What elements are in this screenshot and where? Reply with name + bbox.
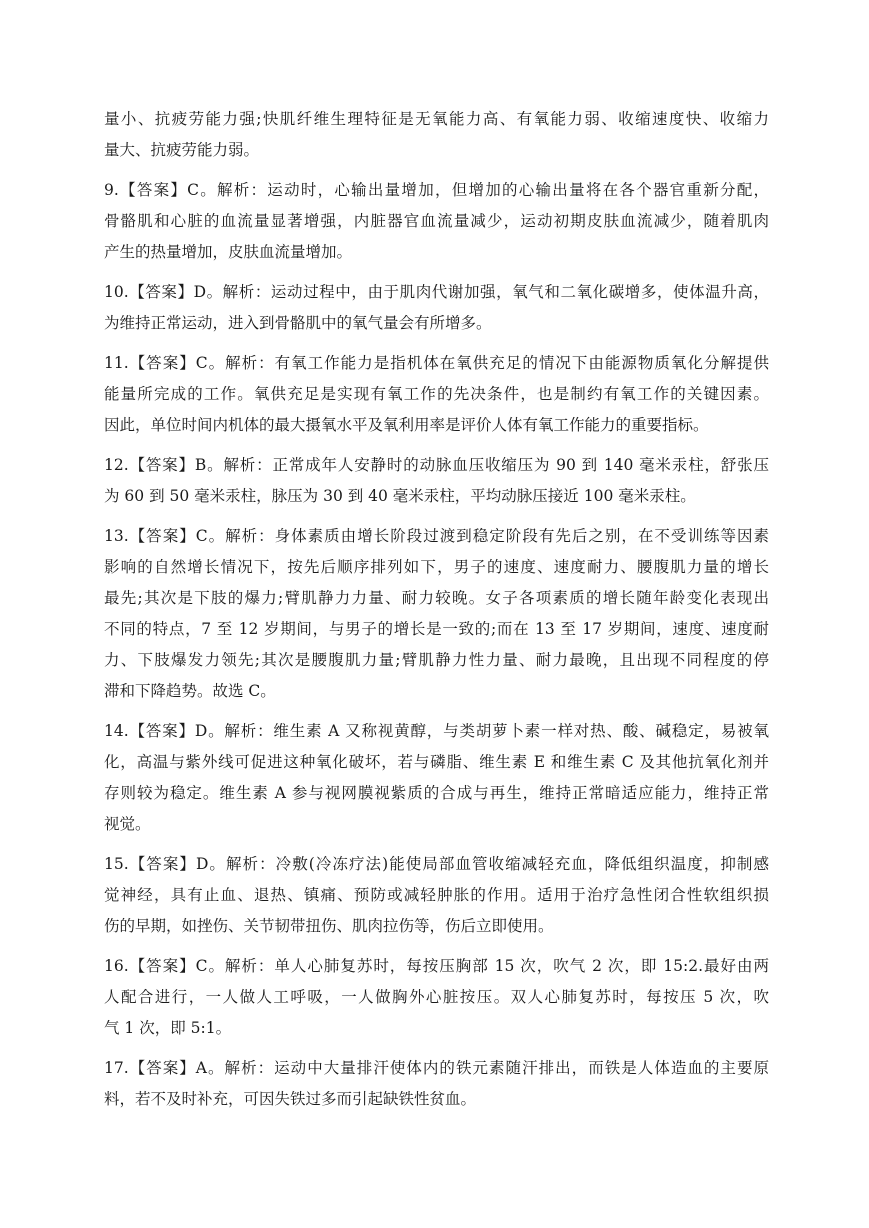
text-line: 17.【答案】A。解析：运动中大量排汗使体内的铁元素随汗排出，而铁是人体造血的主要原 — [104, 1059, 769, 1077]
text-line: 15.【答案】D。解析：冷敷(冷冻疗法)能使局部血管收缩减轻充血，降低组织温度，抑制感 — [104, 855, 769, 873]
text-line: 11.【答案】C。解析：有氧工作能力是指机体在氧供充足的情况下由能源物质氧化分解提供 — [104, 354, 769, 372]
text-line: 16.【答案】C。解析：单人心肺复苏时，每按压胸部 15 次，吹气 2 次，即 15:2.最好由两 — [104, 957, 769, 975]
text-line: 9.【答案】C。解析：运动时，心输出量增加，但增加的心输出量将在各个器官重新分配， — [104, 181, 769, 199]
answer-item-15 — [104, 849, 769, 942]
answer-item-11 — [104, 348, 769, 441]
text-line: 因此，单位时间内机体的最大摄氧水平及氧利用率是评价人体有氧工作能力的重要指标。 — [104, 416, 709, 434]
answer-item-12 — [104, 450, 769, 512]
text-line: 13.【答案】C。解析：身体素质由增长阶段过渡到稳定阶段有先后之别，在不受训练等因素 — [104, 527, 769, 545]
text-line: 不同的特点，7 至 12 岁期间，与男子的增长是一致的;而在 13 至 17 岁期间，速度、速度耐 — [104, 620, 769, 638]
text-line: 为维持正常运动，进入到骨骼肌中的氧气量会有所增多。 — [104, 314, 492, 332]
text-line: 最先;其次是下肢的爆力;臂肌静力力量、耐力较晚。女子各项素质的增长随年龄变化表现出 — [104, 589, 769, 607]
text-line: 人配合进行，一人做人工呼吸，一人做胸外心脏按压。双人心肺复苏时，每按压 5 次，吹 — [104, 988, 769, 1006]
text-line: 10.【答案】D。解析：运动过程中，由于肌肉代谢加强，氧气和二氧化碳增多，使体温升高， — [104, 283, 769, 301]
text-line: 量大、抗疲劳能力弱。 — [104, 141, 260, 159]
text-line: 气 1 次，即 5:1。 — [104, 1019, 232, 1037]
text-line: 影响的自然增长情况下，按先后顺序排列如下，男子的速度、速度耐力、腰腹肌力量的增长 — [104, 558, 769, 576]
text-line: 为 60 到 50 毫米汞柱，脉压为 30 到 40 毫米汞柱，平均动脉压接近 100 毫米汞柱。 — [104, 487, 696, 505]
document-body — [104, 104, 769, 1115]
text-line: 存则较为稳定。维生素 A 参与视网膜视紫质的合成与再生，维持正常暗适应能力，维持正常 — [104, 784, 769, 802]
text-line: 视觉。 — [104, 815, 151, 833]
text-line: 料，若不及时补充，可因失铁过多而引起缺铁性贫血。 — [104, 1090, 477, 1108]
text-line: 14.【答案】D。解析：维生素 A 又称视黄醇，与类胡萝卜素一样对热、酸、碱稳定，易被氧 — [104, 722, 769, 740]
answer-item-16 — [104, 951, 769, 1044]
answer-item-9 — [104, 175, 769, 268]
text-line: 滞和下降趋势。故选 C。 — [104, 682, 276, 700]
text-line: 能量所完成的工作。氧供充足是实现有氧工作的先决条件，也是制约有氧工作的关键因素。 — [104, 385, 769, 403]
text-line: 伤的早期，如挫伤、关节韧带扭伤、肌肉拉伤等，伤后立即使用。 — [104, 917, 554, 935]
answer-item-14 — [104, 716, 769, 840]
answer-item-10 — [104, 277, 769, 339]
text-line: 骨骼肌和心脏的血流量显著增强，内脏器官血流量减少，运动初期皮肤血流减少，随着肌肉 — [104, 212, 769, 230]
answer-item-17 — [104, 1053, 769, 1115]
text-line: 量小、抗疲劳能力强;快肌纤维生理特征是无氧能力高、有氧能力弱、收缩速度快、收缩力 — [104, 110, 769, 128]
text-line: 产生的热量增加，皮肤血流量增加。 — [104, 243, 353, 261]
text-line: 力、下肢爆发力领先;其次是腰腹肌力量;臂肌静力性力量、耐力最晚，且出现不同程度的停 — [104, 651, 769, 669]
text-line: 觉神经，具有止血、退热、镇痛、预防或减轻肿胀的作用。适用于治疗急性闭合性软组织损 — [104, 886, 769, 904]
text-line: 化，高温与紫外线可促进这种氧化破坏，若与磷脂、维生素 E 和维生素 C 及其他抗氧化剂并 — [104, 753, 769, 771]
text-line: 12.【答案】B。解析：正常成年人安静时的动脉血压收缩压为 90 到 140 毫米汞柱，舒张压 — [104, 456, 769, 474]
answer-item-13 — [104, 521, 769, 707]
paragraph-muscle-fiber — [104, 104, 769, 166]
